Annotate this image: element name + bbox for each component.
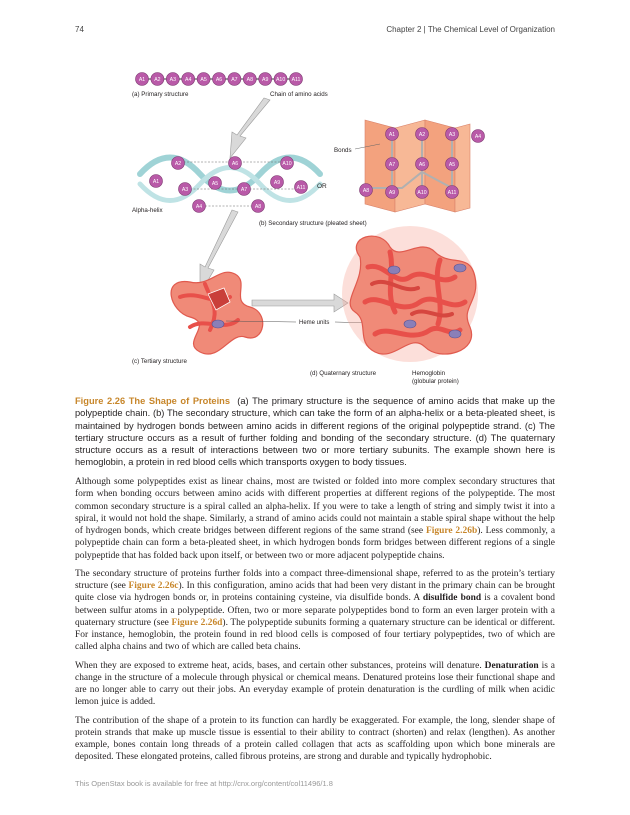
sheet-node-1	[416, 128, 429, 141]
secondary-structure-label: (b) Secondary structure (pleated sheet)	[259, 220, 367, 227]
helix-node-a3	[179, 183, 192, 196]
tertiary-structure	[171, 272, 263, 354]
helix-node-a9	[271, 176, 284, 189]
svg-text:A8: A8	[246, 77, 253, 83]
chapter-title: Chapter 2 | The Chemical Level of Organization	[386, 25, 555, 34]
figure-ref-2-26d[interactable]: Figure 2.26d	[171, 617, 223, 628]
helix-node-a7	[238, 183, 251, 196]
svg-text:A9: A9	[273, 180, 281, 186]
svg-text:A3: A3	[448, 132, 456, 138]
paragraph-1: Although some polypeptides exist as linear chains, most are twisted or folded into more complex secondary structures that form when bonding occurs between amino acids with different properties at different regions of the polypeptide. The most common secondary structure is a spiral called an alpha-helix. If you were to take a length of string and simply twist it into a spiral, it would not hold the shape. Similarly, a strand of amino acids could not maintain a stable spiral shape without the help of hydrogen bonds, which create bridges between different regions of the same strand (see Figure 2.26b). Less commonly, a polypeptide chain can form a beta-pleated sheet, in which hydrogen bonds form bridges between different regions of a single polypeptide that has folded back upon itself, or between two or more adjacent polypeptide chains.	[75, 477, 556, 561]
svg-text:A1: A1	[138, 77, 146, 83]
chain-node-a2	[151, 73, 164, 86]
term-denaturation: Denaturation	[484, 660, 539, 671]
arrow-a-to-b	[230, 98, 270, 158]
sheet-node-0	[386, 128, 399, 141]
helix-node-a11	[295, 181, 308, 194]
alpha-helix-label: Alpha-helix	[132, 207, 163, 214]
svg-text:A7: A7	[231, 77, 238, 83]
svg-text:A3: A3	[181, 187, 189, 193]
svg-text:A11: A11	[291, 77, 301, 83]
helix-node-a1	[150, 175, 163, 188]
or-label: OR	[317, 183, 327, 190]
sheet-node-9	[416, 186, 429, 199]
svg-text:A4: A4	[195, 204, 203, 210]
chain-node-a9	[259, 73, 272, 86]
footer-note: This OpenStax book is available for free at http://cnx.org/content/col11496/1.8	[75, 779, 333, 788]
chain-node-a7	[228, 73, 241, 86]
svg-text:A9: A9	[388, 190, 396, 196]
figure-caption-text: (a) The primary structure is the sequence of amino acids that make up the polypeptide chain. (b) The secondary structure, which can take the form of an alpha-helix or a beta-pleated sheet, is maintained by hydrogen bonds between amino acids in different regions of the original polypeptide strand. (c) The tertiary structure occurs as a result of further folding and bonding of the secondary structure. (d) The quaternary structure occurs as a result of interactions between two or more tertiary subunits. The example shown here is hemoglobin, a protein in red blood cells which transports oxygen to body tissues.	[75, 396, 555, 468]
chain-node-a11	[290, 73, 303, 86]
tertiary-structure-label: (c) Tertiary structure	[132, 358, 187, 365]
svg-text:A4: A4	[185, 77, 192, 83]
svg-text:A2: A2	[418, 132, 426, 138]
svg-text:A11: A11	[447, 190, 457, 196]
svg-text:A2: A2	[154, 77, 161, 83]
helix-node-a6	[229, 157, 242, 170]
primary-structure-label: (a) Primary structure	[132, 91, 189, 98]
helix-node-a2	[172, 157, 185, 170]
bonds-label: Bonds	[334, 147, 352, 154]
svg-text:A6: A6	[418, 162, 426, 168]
svg-text:A5: A5	[211, 181, 219, 187]
chain-of-amino-acids-label: Chain of amino acids	[270, 91, 328, 98]
page-number: 74	[75, 25, 84, 34]
svg-text:A6: A6	[231, 161, 239, 167]
svg-text:A10: A10	[282, 161, 292, 167]
sheet-node-4	[386, 158, 399, 171]
svg-text:A8: A8	[362, 188, 370, 194]
figure-ref-2-26b[interactable]: Figure 2.26b	[425, 526, 478, 536]
chain-node-a3	[166, 73, 179, 86]
sheet-node-8	[386, 186, 399, 199]
svg-text:A6: A6	[215, 77, 223, 83]
svg-text:A7: A7	[240, 187, 248, 193]
sheet-node-3	[472, 130, 485, 143]
svg-text:A8: A8	[254, 204, 262, 210]
chain-node-a5	[197, 73, 210, 86]
svg-text:A10: A10	[275, 77, 286, 83]
chain-node-a6	[213, 73, 226, 86]
sheet-node-2	[446, 128, 459, 141]
chain-node-a1	[136, 73, 149, 86]
svg-text:A1: A1	[152, 179, 160, 185]
paragraph-3: When they are exposed to extreme heat, acids, bases, and certain other substances, proteins will denature. Denaturation is a change in the structure of a molecule through physical or chemical means. Denatured proteins lose their functional shape and are no longer able to carry out their jobs. An everyday example of protein denaturation is the curdling of milk when acidic lemon juice is added.	[75, 660, 555, 708]
protein-structure-figure	[120, 62, 520, 392]
svg-text:A7: A7	[388, 162, 396, 168]
sheet-node-10	[446, 186, 459, 199]
svg-text:A2: A2	[174, 161, 182, 167]
helix-nodes	[150, 157, 308, 213]
paragraph-4: The contribution of the shape of a protein to its function can hardly be exaggerated. For example, the long, slender shape of protein strands that make up muscle tissue is essential to their ability to contract (shorten) and relax (lengthen). As another example, bones contain long threads of a protein called collagen that acts as scaffolding upon which bone minerals are deposited. These elongated proteins, called fibrous proteins, are strong and durable and typically hydrophobic.	[75, 715, 555, 763]
svg-text:A1: A1	[388, 132, 396, 138]
figure-caption-label: Figure 2.26 The Shape of Proteins	[75, 396, 231, 406]
sheet-node-7	[360, 184, 373, 197]
svg-text:A5: A5	[448, 162, 456, 168]
helix-node-a8	[252, 200, 265, 213]
term-disulfide-bond: disulfide bond	[422, 593, 482, 604]
helix-node-a5	[209, 177, 222, 190]
body-text	[75, 476, 555, 770]
svg-text:A9: A9	[262, 77, 269, 83]
arrow-c-to-d	[252, 294, 348, 312]
svg-text:A11: A11	[296, 185, 306, 191]
sheet-node-6	[446, 158, 459, 171]
paragraph-2: The secondary structure of proteins further folds into a compact three-dimensional shape, referred to as the protein’s tertiary structure (see Figure 2.26c). In this configuration, amino acids that had been very distant in the primary chain can be brought quite close via hydrogen bonds or, in proteins containing cysteine, via disulfide bonds. A disulfide bond is a covalent bond between sulfur atoms in a polypeptide. Often, two or more separate polypeptides bond to form an even larger protein with a quaternary structure (see Figure 2.26d). The polypeptide subunits forming a quaternary structure can be identical or different. For instance, hemoglobin, the protein found in red blood cells is composed of four tertiary polypeptides, two of which are called alpha chains and two of which are called beta chains.	[75, 568, 555, 653]
figure-caption	[75, 395, 555, 469]
heme-units-label: Heme units	[299, 320, 330, 326]
svg-text:A4: A4	[474, 134, 482, 140]
helix-node-a10	[281, 157, 294, 170]
svg-text:A5: A5	[200, 77, 207, 83]
helix-node-a4	[193, 200, 206, 213]
figure-ref-2-26c[interactable]: Figure 2.26c	[128, 581, 179, 591]
quaternary-structure	[342, 226, 478, 362]
quaternary-structure-label: (d) Quaternary structure	[310, 370, 377, 377]
globular-protein-label: (globular protein)	[412, 378, 459, 385]
sheet-node-5	[416, 158, 429, 171]
hemoglobin-label: Hemoglobin	[412, 370, 446, 377]
svg-text:A3: A3	[169, 77, 176, 83]
chain-node-a10	[274, 73, 287, 86]
svg-text:A10: A10	[417, 190, 427, 196]
amino-acid-chain	[136, 73, 303, 86]
chain-node-a8	[243, 73, 256, 86]
chain-node-a4	[182, 73, 195, 86]
